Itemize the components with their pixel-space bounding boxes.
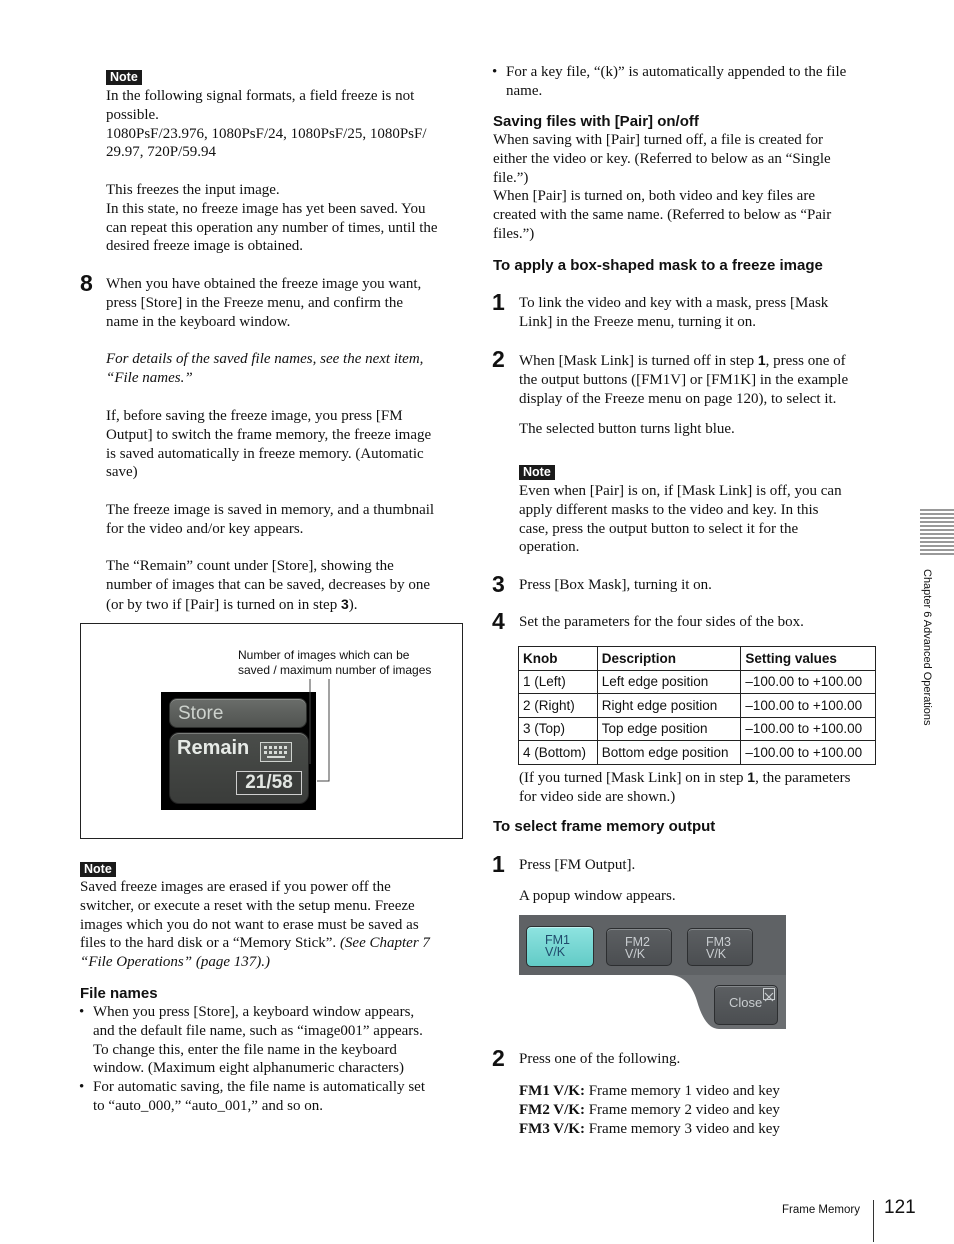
note-text: Even when [Pair] is on, if [Mask Link] is off, you can apply different masks to the video and key. In this case, press the output button to select it for the operation.	[519, 483, 842, 556]
fm-options-list	[519, 1082, 884, 1138]
footer-section: Frame Memory	[782, 1204, 860, 1216]
parameter-table	[518, 646, 876, 765]
step-1-text: Press [FM Output].	[519, 857, 636, 873]
table-row	[519, 717, 876, 741]
table-cell: Top edge position	[597, 717, 741, 741]
chapter-tab-marker	[920, 508, 954, 556]
step-8-text: When you have obtained the freeze image you want, press [Store] in the Freeze menu, and confirm the name in the keyboard window.	[106, 276, 422, 330]
bullet-icon: •	[492, 64, 498, 80]
step-number: 2	[492, 346, 505, 372]
table-cell: 2 (Right)	[519, 694, 598, 718]
thumbnail-paragraph: The freeze image is saved in memory, and a thumbnail for the video and/or key appears.	[106, 502, 435, 537]
column-header: Setting values	[741, 647, 876, 671]
list-item: For automatic saving, the file name is automatically set to “auto_000,” “auto_001,” and so on.	[93, 1079, 425, 1114]
pair-paragraph: When saving with [Pair] turned off, a file is created for either the video or key. (Referred to below as an “Single file.”) When [Pair] is turned on, both video and key files are created with the same name. (Referred to below as “Pair files.”)	[493, 132, 832, 242]
step-2-text: When [Mask Link] is turned off in step 1, press one of the output buttons ([FM1V] or [FM1K] in the example display of the Freeze menu on page 120), to select it.	[519, 352, 849, 407]
step-2-text: Press one of the following.	[519, 1051, 681, 1067]
table-cell: Bottom edge position	[597, 741, 741, 765]
remain-count: 21/58	[236, 771, 302, 795]
table-row	[519, 694, 876, 718]
fm-output-popup	[519, 915, 786, 1029]
step-result: The selected button turns light blue.	[519, 421, 735, 437]
note-text: Saved freeze images are erased if you power off the switcher, or execute a reset with the setup menu. Freeze images which you do not want to erase must be saved as files to the hard disk or a “Memory Stick”. (See Chapter 7 “File Operations” (page 137).)	[80, 879, 430, 971]
note-badge: Note	[519, 465, 555, 480]
store-figure	[80, 623, 463, 839]
cross-reference: For details of the saved file names, see the next item, “File names.”	[106, 351, 424, 386]
table-cell: Right edge position	[597, 694, 741, 718]
bullet-icon: •	[79, 1004, 85, 1020]
table-row	[519, 741, 876, 765]
list-item: FM3 V/K: Frame memory 3 video and key	[519, 1120, 780, 1137]
remain-label: Remain	[177, 737, 250, 759]
table-cell: 1 (Left)	[519, 670, 598, 694]
step-result: A popup window appears.	[519, 888, 676, 904]
table-header-row	[519, 647, 876, 671]
page-number: 121	[884, 1197, 916, 1218]
table-cell: –100.00 to +100.00	[741, 741, 876, 765]
list-item: FM1 V/K: Frame memory 1 video and key	[519, 1083, 780, 1099]
section-heading: To apply a box-shaped mask to a freeze image	[493, 257, 823, 274]
callout-line	[81, 624, 462, 838]
close-button[interactable]: Close	[714, 985, 778, 1025]
store-button: Store	[169, 698, 307, 728]
remain-paragraph: The “Remain” count under [Store], showing the number of images that can be saved, decreases by one (or by two if [Pair] is turned on in step 3).	[106, 558, 431, 613]
automatic-save-paragraph: If, before saving the freeze image, you press [FM Output] to switch the frame memory, the freeze image is saved automatically in freeze memory. (Automatic save)	[106, 408, 432, 481]
table-cell: –100.00 to +100.00	[741, 694, 876, 718]
step-3-text: Press [Box Mask], turning it on.	[519, 577, 712, 593]
note-text: In the following signal formats, a field freeze is not possible. 1080PsF/23.976, 1080PsF/24, 1080PsF/25, 1080PsF/ 29.97, 720P/59.94	[106, 88, 427, 161]
section-heading: To select frame memory output	[493, 818, 716, 835]
step-number: 1	[492, 289, 505, 315]
table-cell: –100.00 to +100.00	[741, 717, 876, 741]
table-cell: –100.00 to +100.00	[741, 670, 876, 694]
table-cell: 3 (Top)	[519, 717, 598, 741]
list-item: When you press [Store], a keyboard window appears, and the default file name, such as “image001” appears. To change this, enter the file name in the keyboard window. (Maximum eight alphanumeric characters)	[93, 1004, 423, 1077]
column-header: Knob	[519, 647, 598, 671]
list-item: For a key file, “(k)” is automatically appended to the file name.	[506, 64, 847, 99]
fm1-vk-button[interactable]: FM1 V/K	[526, 926, 594, 967]
section-heading: File names	[80, 985, 158, 1002]
table-cell: Left edge position	[597, 670, 741, 694]
step-number: 4	[492, 608, 505, 634]
freeze-paragraph: This freezes the input image. In this state, no freeze image has yet been saved. You can repeat this operation any number of times, until the desired freeze image is obtained.	[106, 182, 438, 255]
table-row	[519, 670, 876, 694]
chapter-label: Chapter 6 Advanced Operations	[921, 569, 933, 726]
section-heading: Saving files with [Pair] on/off	[493, 113, 699, 130]
parameter-table-wrapper	[518, 646, 876, 765]
step-number: 3	[492, 571, 505, 597]
step-number: 1	[492, 851, 505, 877]
fm2-vk-button[interactable]: FM2 V/K	[606, 928, 672, 966]
bullet-icon: •	[79, 1079, 85, 1095]
footer-divider	[873, 1200, 874, 1242]
close-icon	[763, 988, 775, 1000]
list-item: FM2 V/K: Frame memory 2 video and key	[519, 1101, 780, 1118]
step-1-text: To link the video and key with a mask, press [Mask Link] in the Freeze menu, turning it on.	[519, 295, 829, 330]
note-badge: Note	[106, 70, 142, 85]
note-badge: Note	[80, 862, 116, 877]
figure-caption: Number of images which can be saved / maximum number of images	[238, 648, 432, 677]
fm3-vk-button[interactable]: FM3 V/K	[687, 928, 753, 966]
step-number: 8	[80, 270, 93, 296]
table-cell: 4 (Bottom)	[519, 741, 598, 765]
step-number: 2	[492, 1045, 505, 1071]
column-header: Description	[597, 647, 741, 671]
table-footnote: (If you turned [Mask Link] on in step 1, the parameters for video side are shown.)	[519, 769, 851, 805]
step-4-text: Set the parameters for the four sides of the box.	[519, 614, 804, 630]
